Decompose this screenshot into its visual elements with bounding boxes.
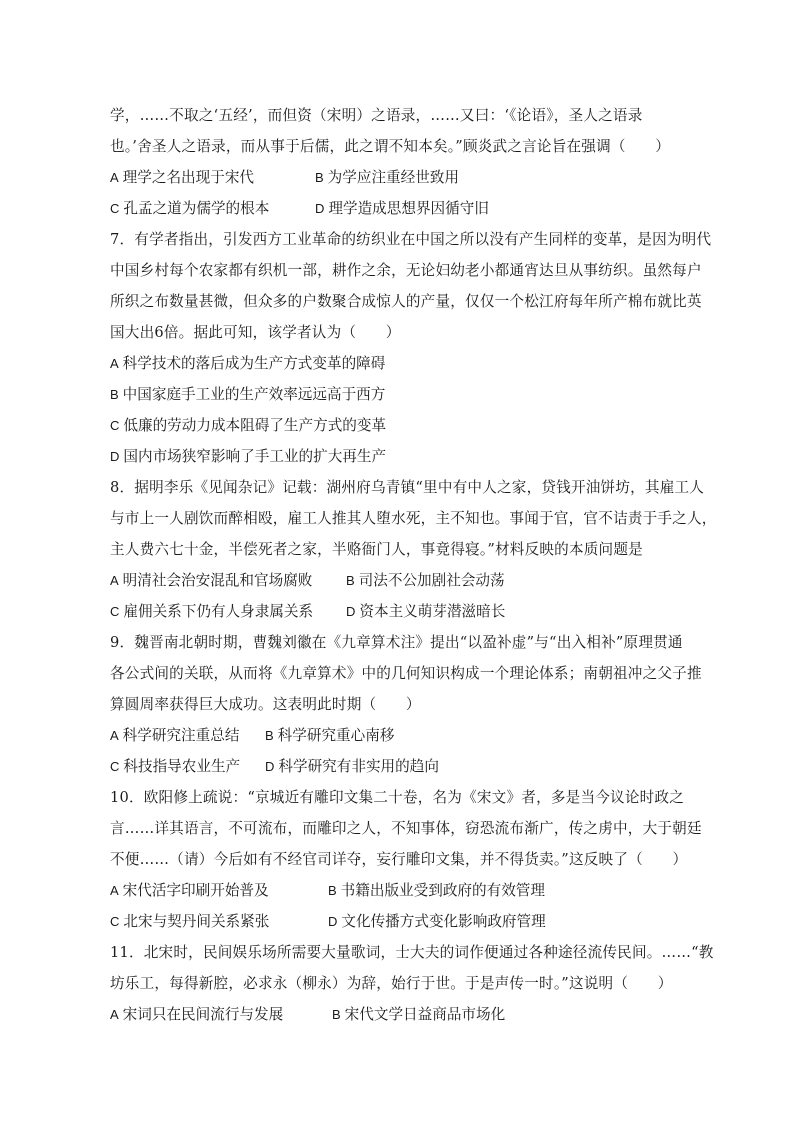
- q8-options-row: [110, 565, 690, 596]
- q7-stem-line: 中国乡村每个农家都有织机一部，耕作之余，无论妇幼老小都通宵达旦从事纺织。虽然每户: [110, 262, 702, 279]
- q8-stem-line: 8．据明李乐《见闻杂记》记载：湖州府乌青镇“里中有中人之家，贷钱开油饼坊，其雇工人: [110, 479, 705, 496]
- q6-text-line: 也。’舍圣人之语录，而从事于后儒，此之谓不知本矣。”顾炎武之言论旨在强调（ ）: [110, 138, 671, 155]
- q9-option-d: D 科学研究有非实用的趋向: [265, 758, 439, 775]
- q6-option-b: B 为学应注重经世致用: [315, 169, 460, 186]
- q7-stem-line: 7．有学者指出，引发西方工业革命的纺织业在中国之所以没有产生同样的变革，是因为明代: [110, 231, 712, 248]
- q8-option-c: C 雇佣关系下仍有人身隶属关系: [110, 603, 314, 620]
- q7-stem-line: 所织之布数量甚微，但众多的户数聚合成惊人的产量，仅仅一个松江府每年所产棉布就比英: [110, 293, 702, 310]
- exam-page: [110, 100, 717, 1030]
- q10-stem-line: 10．欧阳修上疏说：“京城近有雕印文集二十卷，名为《宋文》者，多是当今议论时政之: [110, 789, 685, 806]
- q8-stem-line: 主人费六七十金，半偿死者之家，半赂衙门人，事竟得寝。”材料反映的本质问题是: [110, 541, 643, 558]
- q11-option-b: B 宋代文学日益商品市场化: [332, 1006, 506, 1023]
- q6-options-row: [110, 162, 690, 193]
- q10-options-row: [110, 875, 690, 906]
- q8-option-d: D 资本主义萌芽潜滋暗长: [346, 603, 506, 620]
- q11-stem-line: 11．北宋时，民间娱乐场所需要大量歌词，士大夫的词作便通过各种途径流传民间。……“教: [110, 944, 714, 961]
- q10-stem-line: 言……详其语言，不可流布，而雕印之人，不知事体，窃恐流布渐广，传之虏中，大于朝廷: [110, 820, 702, 837]
- q10-option-a: A 宋代活字印刷开始普及: [110, 882, 269, 899]
- q7-option-a: A 科学技术的落后成为生产方式变革的障碍: [110, 355, 386, 372]
- q9-stem-line: 各公式间的关联，从而将《九章算术》中的几何知识构成一个理论体系；南朝祖冲之父子推: [110, 665, 702, 682]
- q10-option-d: D 文化传播方式变化影响政府管理: [328, 913, 546, 930]
- q11-option-a: A 宋词只在民间流行与发展: [110, 1006, 284, 1023]
- q10-options-row: [110, 906, 690, 937]
- q6-text-line: 学，……不取之‘五经’，而但资（宋明）之语录，……又曰：‘《论语》，圣人之语录: [110, 107, 643, 124]
- q8-options-row: [110, 596, 690, 627]
- q9-option-a: A 科学研究注重总结: [110, 727, 240, 744]
- q11-options-row: [110, 999, 690, 1030]
- q10-stem-line: 不便……（请）今后如有不经官司详夺，妄行雕印文集，并不得货卖。”这反映了（ ）: [110, 851, 688, 868]
- q6-options-row: [110, 193, 690, 224]
- q7-option-b: B 中国家庭手工业的生产效率远远高于西方: [110, 386, 386, 403]
- q9-option-c: C 科技指导农业生产: [110, 758, 241, 775]
- q10-option-b: B 书籍出版业受到政府的有效管理: [328, 882, 545, 899]
- q9-options-row: [110, 720, 690, 751]
- q8-option-a: A 明清社会治安混乱和官场腐败: [110, 572, 313, 589]
- q9-stem-line: 算圆周率获得巨大成功。这表明此时期（ ）: [110, 696, 421, 713]
- q6-option-a: A 理学之名出现于宋代: [110, 169, 255, 186]
- q9-option-b: B 科学研究重心南移: [265, 727, 395, 744]
- q11-stem-line: 坊乐工，每得新腔，必求永（柳永）为辞，始行于世。于是声传一时。”这说明（ ）: [110, 975, 673, 992]
- q10-option-c: C 北宋与契丹间关系紧张: [110, 913, 270, 930]
- q8-stem-line: 与市上一人剧饮而醉相殴，雇工人推其人堕水死，主不知也。事闻于官，官不诘责于手之人，: [110, 510, 717, 527]
- q7-option-c: C 低廉的劳动力成本阻碍了生产方式的变革: [110, 417, 387, 434]
- q6-option-d: D 理学造成思想界因循守旧: [315, 200, 489, 217]
- q8-option-b: B 司法不公加剧社会动荡: [346, 572, 505, 589]
- q7-stem-line: 国大出6倍。据此可知，该学者认为（ ）: [110, 324, 401, 341]
- q7-option-d: D 国内市场狭窄影响了手工业的扩大再生产: [110, 448, 387, 465]
- q6-option-c: C 孔孟之道为儒学的根本: [110, 200, 270, 217]
- q9-stem-line: 9．魏晋南北朝时期，曹魏刘徽在《九章算术注》提出“以盈补虚”与“出入相补”原理贯通: [110, 634, 683, 651]
- q9-options-row: [110, 751, 690, 782]
